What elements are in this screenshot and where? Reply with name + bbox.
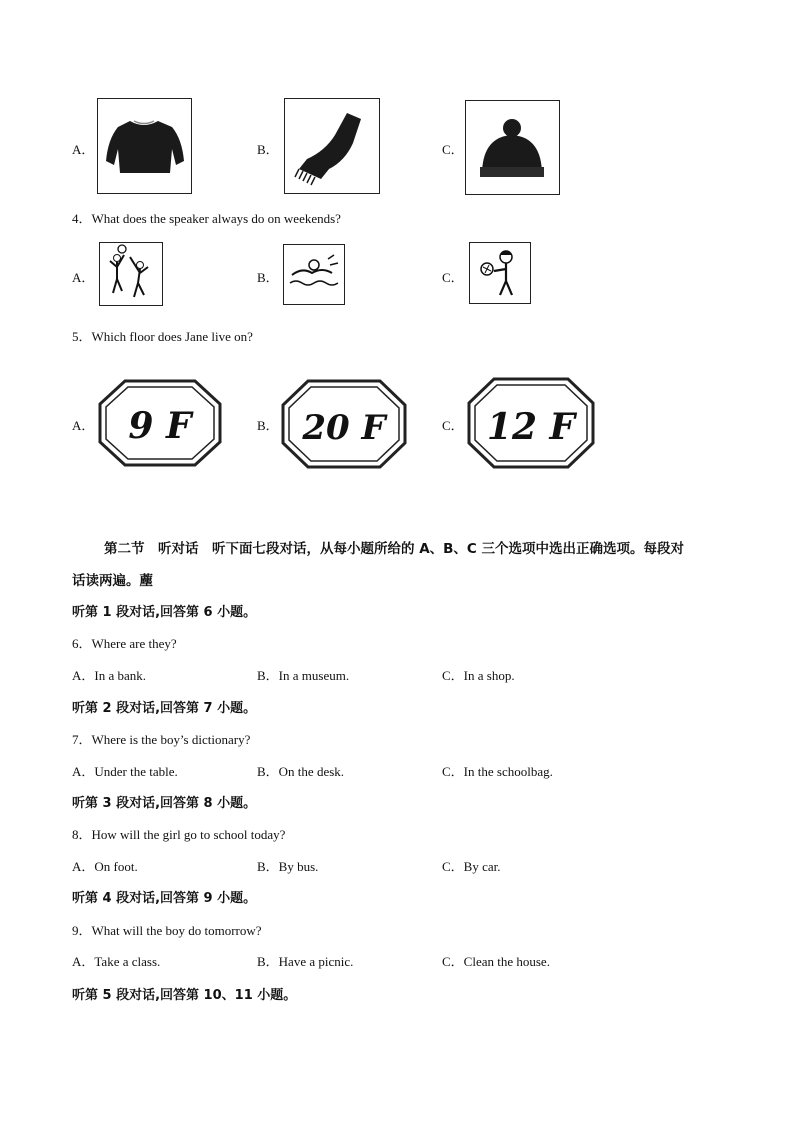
q8-option-c[interactable]: C．By car.: [442, 859, 501, 874]
q9-option-c[interactable]: C．Clean the house.: [442, 954, 550, 969]
q7-question: 7．Where is the boy’s dictionary?: [72, 732, 251, 747]
q6-question: 6．Where are they?: [72, 636, 177, 651]
q5-question: 5．Which floor does Jane live on?: [72, 329, 253, 344]
q5-option-a-letter: A．: [72, 418, 95, 433]
q5-option-b-letter: B．: [257, 418, 279, 433]
q6-option-c[interactable]: C．In a shop.: [442, 668, 515, 683]
q5-option-a-sign[interactable]: [97, 378, 223, 473]
q5-option-a-sign-text: 9 F: [128, 405, 192, 447]
q6-option-a[interactable]: A．In a bank.: [72, 668, 147, 683]
q7-option-c[interactable]: C．In the schoolbag.: [442, 764, 553, 779]
q4-question: 4．What does the speaker always do on weekends?: [72, 211, 341, 226]
wool-hat-icon: [466, 101, 558, 193]
section2-instruction-line1: 第二节 听对话 听下面七段对话，从每小题所给的 A、B、C 三个选项中选出正确选项。每段对: [104, 541, 685, 557]
scarf-icon: [285, 99, 378, 192]
dialogue3-header: 听第 3 段对话,回答第 8 小题。: [72, 796, 257, 811]
q9-option-b[interactable]: B．Have a picnic.: [257, 954, 354, 969]
q4-option-a-letter: A．: [72, 270, 95, 285]
dialogue4-header: 听第 4 段对话,回答第 9 小题。: [72, 891, 257, 906]
q4-option-c-letter: C．: [442, 270, 464, 285]
dialogue2-header: 听第 2 段对话,回答第 7 小题。: [72, 701, 257, 716]
q4-option-b-picture[interactable]: [283, 244, 345, 305]
q8-question: 8．How will the girl go to school today?: [72, 827, 286, 842]
q7-option-a[interactable]: A．Under the table.: [72, 764, 178, 779]
boy-with-ball-icon: [470, 243, 529, 302]
q8-option-b[interactable]: B．By bus.: [257, 859, 319, 874]
q5-option-c-sign[interactable]: [466, 376, 596, 475]
q9-option-a[interactable]: A．Take a class.: [72, 954, 161, 969]
q5-option-b-sign[interactable]: [280, 378, 408, 475]
dialogue1-header: 听第 1 段对话,回答第 6 小题。: [72, 605, 257, 620]
q3-option-a-picture[interactable]: [97, 98, 192, 194]
q3-option-b-picture[interactable]: [284, 98, 380, 194]
q7-option-b[interactable]: B．On the desk.: [257, 764, 345, 779]
dialogue5-header: 听第 5 段对话,回答第 10、11 小题。: [72, 988, 297, 1003]
q3-option-c-letter: C．: [442, 142, 464, 157]
section2-instruction-line2: 话读两遍。薼: [72, 573, 153, 589]
q5-option-c-letter: C．: [442, 418, 464, 433]
q9-question: 9．What will the boy do tomorrow?: [72, 923, 262, 938]
swimmer-icon: [284, 245, 343, 303]
q4-option-b-letter: B．: [257, 270, 279, 285]
q8-option-a[interactable]: A．On foot.: [72, 859, 138, 874]
q3-option-a-letter: A．: [72, 142, 95, 157]
sweater-icon: [98, 99, 190, 192]
q3-option-c-picture[interactable]: [465, 100, 560, 195]
q5-option-b-sign-text: 20 F: [302, 408, 386, 448]
q4-option-c-picture[interactable]: [469, 242, 531, 304]
basketball-players-icon: [100, 243, 161, 304]
q4-option-a-picture[interactable]: [99, 242, 163, 306]
q6-option-b[interactable]: B．In a museum.: [257, 668, 350, 683]
q5-option-c-sign-text: 12 F: [486, 406, 576, 448]
q3-option-b-letter: B．: [257, 142, 279, 157]
